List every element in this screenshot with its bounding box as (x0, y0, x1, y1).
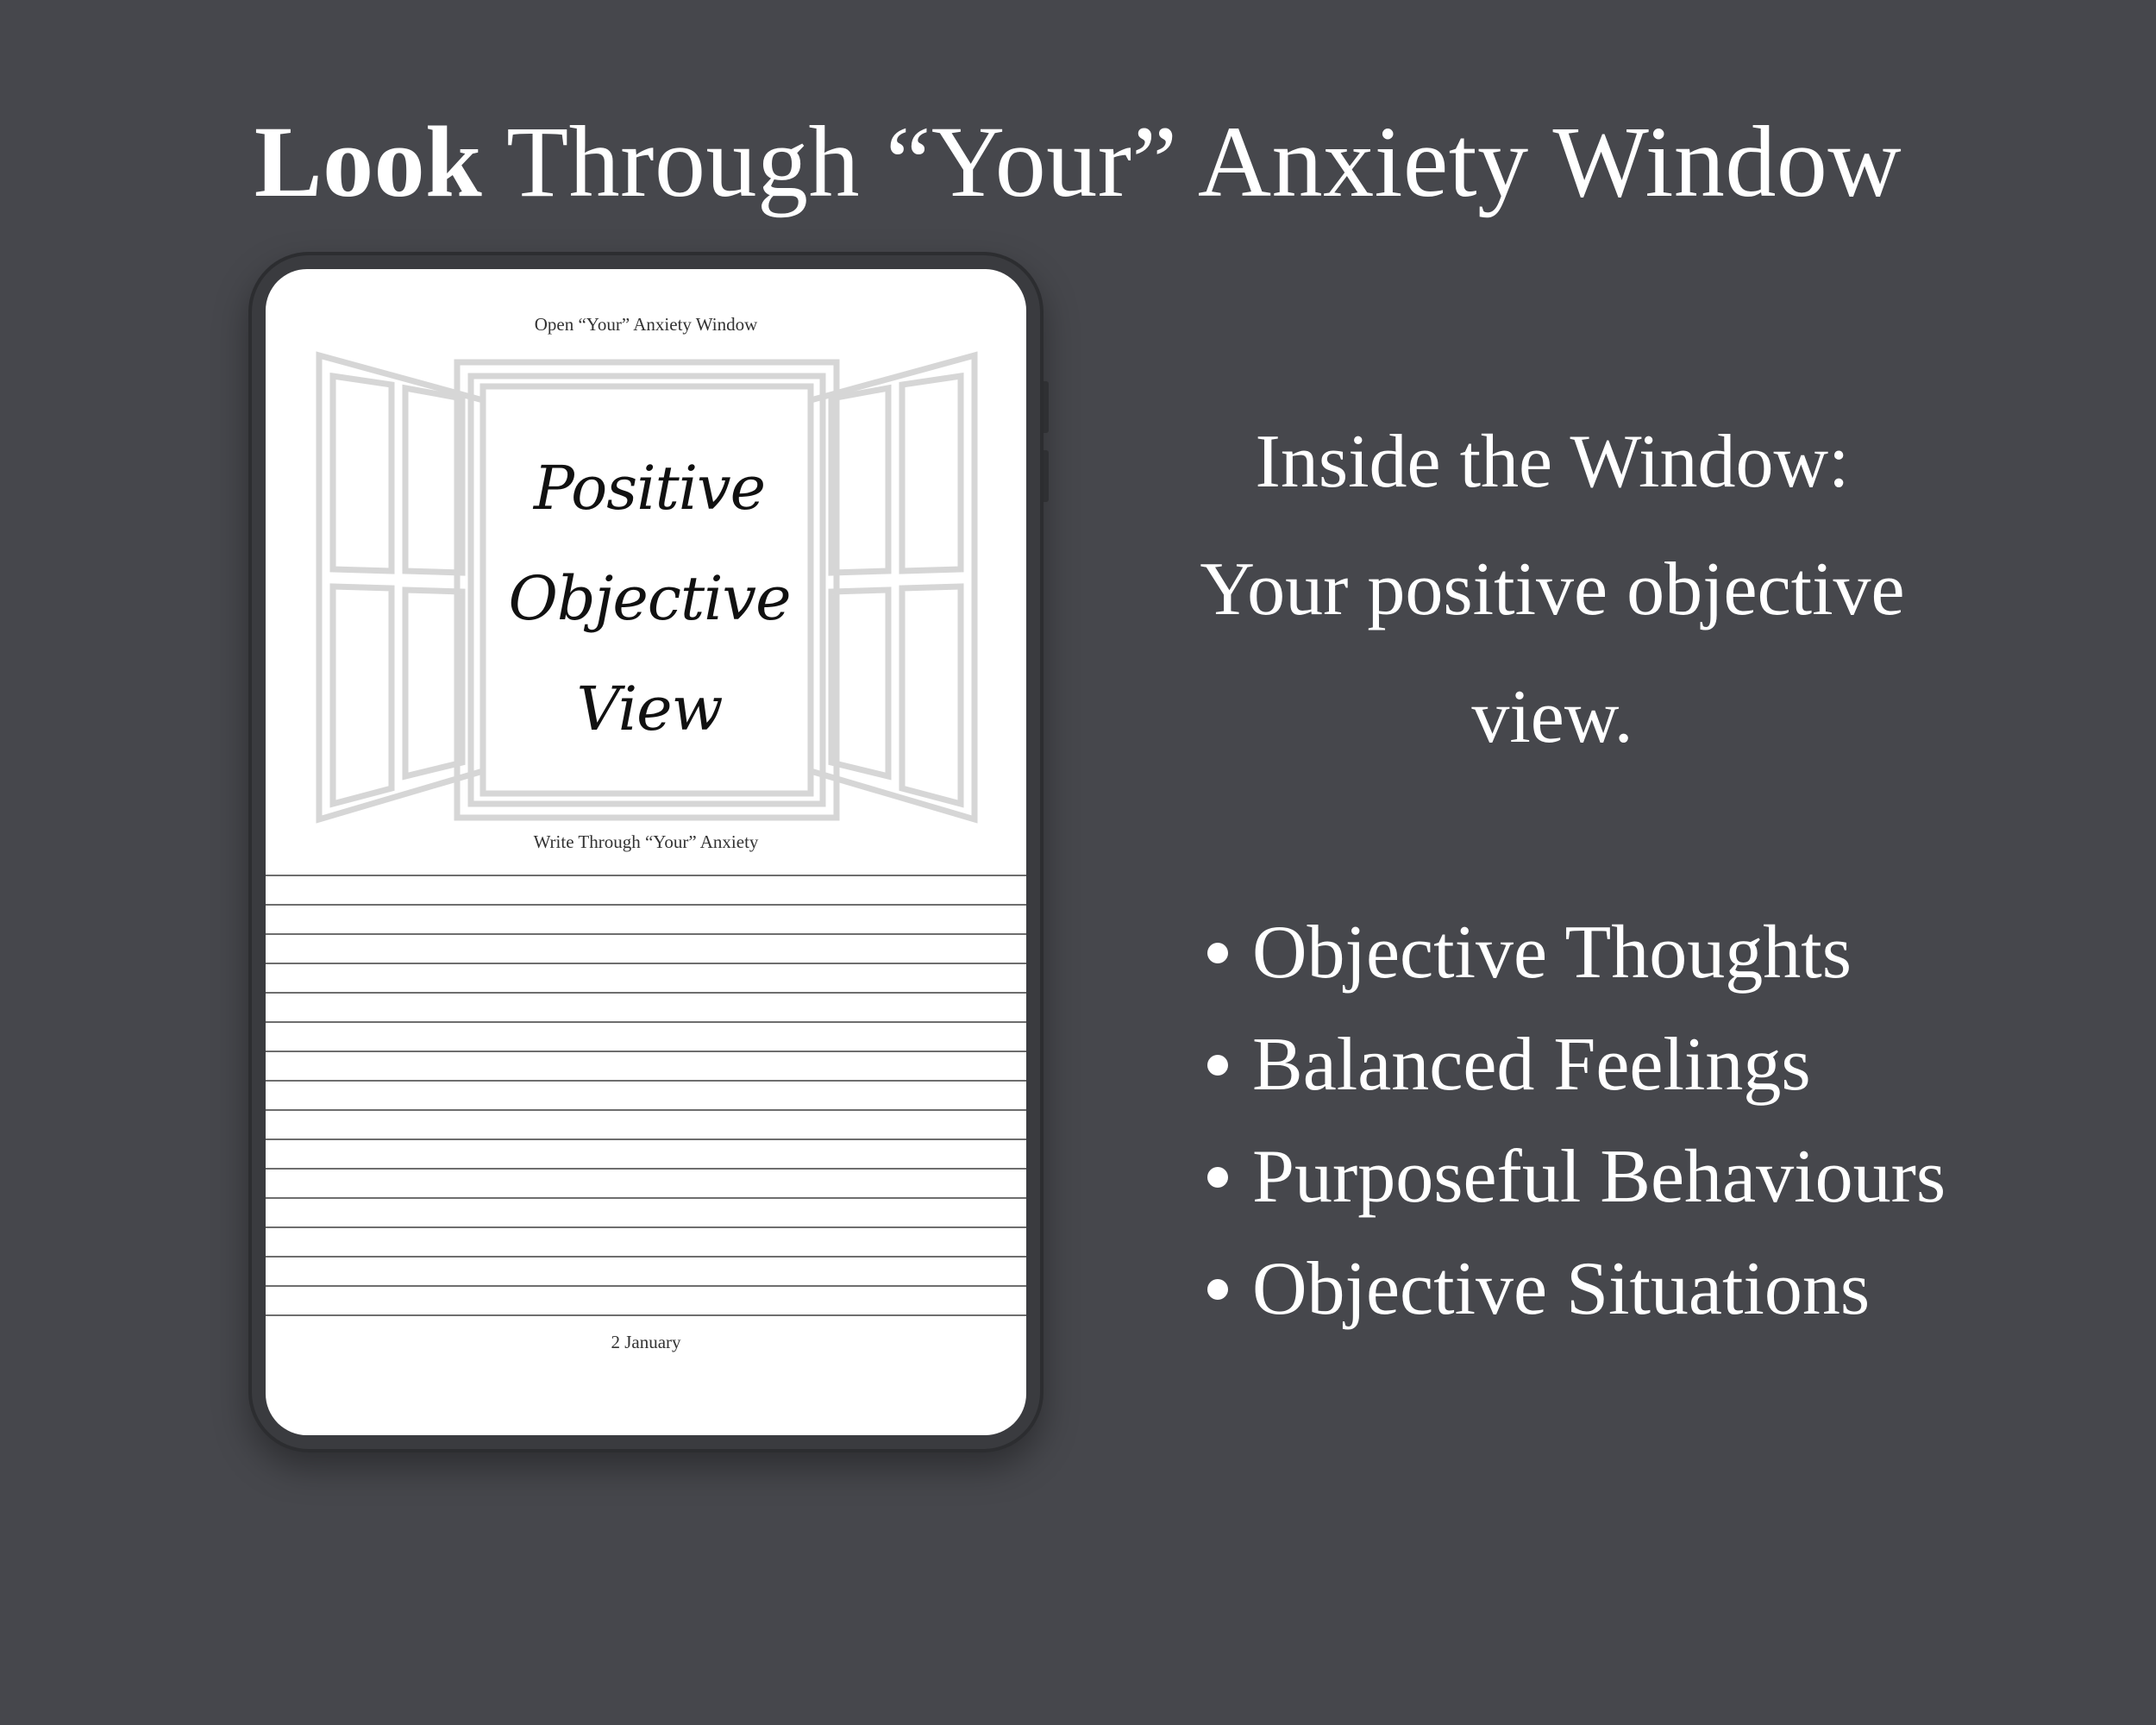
feature-item (1207, 897, 1946, 1009)
script-word: Objective (508, 563, 791, 634)
ruled-line (266, 1168, 1026, 1170)
feature-label: Objective Thoughts (1252, 911, 1852, 994)
right-shutter-pane (831, 590, 888, 776)
ruled-line (266, 1021, 1026, 1023)
inside-window-text (1121, 398, 1984, 781)
feature-label: Purposeful Behaviours (1252, 1135, 1946, 1219)
left-shutter-pane (405, 590, 462, 776)
page-sub-label: Write Through “Your” Anxiety (533, 831, 759, 852)
ruled-lines (266, 875, 1026, 1344)
ruled-line (266, 1197, 1026, 1199)
inside-line: Your positive objective (1200, 548, 1905, 631)
left-shutter-pane (333, 376, 392, 571)
right-shutter-pane (902, 586, 961, 804)
ruled-line (266, 1138, 1026, 1140)
script-word: View (576, 674, 723, 744)
ruled-line (266, 1226, 1026, 1228)
bullet-icon (1207, 1055, 1228, 1076)
ruled-line (266, 904, 1026, 906)
ruled-line (266, 1109, 1026, 1111)
ruled-line (266, 1080, 1026, 1082)
ruled-line (266, 992, 1026, 994)
right-shutter-pane (902, 376, 961, 571)
feature-label: Objective Situations (1252, 1247, 1871, 1331)
headline (0, 104, 2156, 221)
ruled-line (266, 933, 1026, 935)
left-shutter-pane (333, 586, 392, 804)
ruled-line (266, 1285, 1026, 1287)
bullet-icon (1207, 943, 1228, 963)
bullet-icon (1207, 1279, 1228, 1300)
inside-line: Inside the Window: (1255, 420, 1850, 504)
headline-bold: Look (254, 105, 483, 218)
tablet-mockup (248, 252, 1044, 1452)
ruled-line (266, 875, 1026, 876)
tablet-side-button (1044, 450, 1049, 502)
right-shutter-pane (831, 388, 888, 573)
page-date: 2 January (611, 1332, 681, 1352)
tablet-side-button (1044, 381, 1049, 433)
ruled-line (266, 1314, 1026, 1316)
feature-list (1207, 897, 1946, 1346)
left-shutter-pane (405, 388, 462, 573)
feature-label: Balanced Feelings (1252, 1023, 1811, 1107)
page-top-label: Open “Your” Anxiety Window (534, 314, 758, 335)
feature-item (1207, 1121, 1946, 1233)
ruled-line (266, 963, 1026, 964)
ruled-line (266, 1256, 1026, 1258)
script-word: Positive (533, 453, 766, 524)
tablet-screen (266, 269, 1026, 1435)
feature-item (1207, 1233, 1946, 1346)
feature-item (1207, 1009, 1946, 1121)
inside-line: view. (1471, 675, 1633, 759)
ruled-line (266, 1051, 1026, 1052)
headline-rest: Through “Your” Anxiety Window (482, 105, 1902, 218)
window-script-text (498, 433, 800, 764)
bullet-icon (1207, 1167, 1228, 1188)
